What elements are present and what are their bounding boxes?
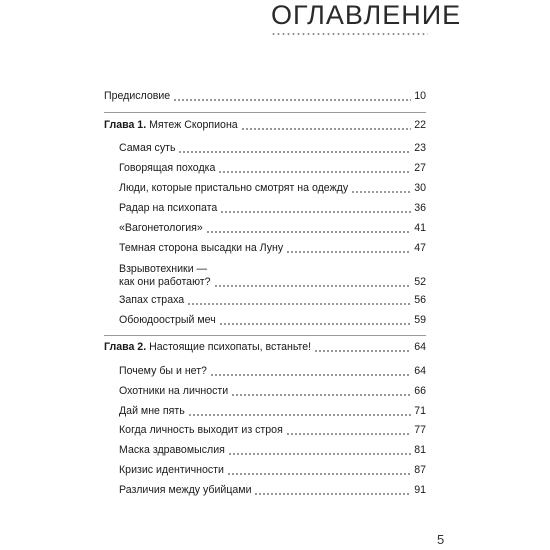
toc-entry-page: 36 [414,202,426,214]
dot-leader [187,303,411,305]
page-number: 5 [437,532,445,547]
toc-entry-page: 23 [414,142,426,154]
dot-leader [178,151,411,153]
toc-entry-label: Почему бы и нет? [119,365,207,377]
toc-entry-label-line-2: как они работают? [119,276,211,288]
dot-leader [188,414,411,416]
toc-entry-chapter-1[interactable] [104,119,426,132]
toc-entry[interactable] [119,314,426,327]
dot-leader [241,128,412,130]
toc-entry-page: 81 [414,444,426,456]
chapter-title: Мятеж Скорпиона [149,119,238,131]
toc-entry-page: 47 [414,242,426,254]
toc-entry[interactable] [119,484,426,497]
dot-leader [218,171,411,173]
toc-entry-page: 91 [414,484,426,496]
chapter-number: Глава 1. [104,119,147,131]
toc-entry-page: 71 [414,405,426,417]
toc-entry-label: Самая суть [119,142,176,154]
dot-leader [286,251,411,253]
toc-entry[interactable] [119,142,426,155]
dot-leader [351,191,411,193]
toc-entry-label: Темная сторона высадки на Луну [119,242,284,254]
toc-entry[interactable] [119,365,426,378]
toc-entry-label: Различия между убийцами [119,484,252,496]
toc-entry-page: 22 [414,119,426,131]
toc-entry-label: Говорящая походка [119,162,216,174]
toc-entry-page: 41 [414,222,426,234]
toc-entry-label: «Вагонетология» [119,222,203,234]
toc-entry[interactable] [119,405,426,418]
dot-leader [254,493,411,495]
toc-entry[interactable] [119,385,426,398]
toc-entry-page: 64 [414,365,426,377]
dot-leader [220,211,411,213]
chapter-number: Глава 2. [104,341,147,353]
dot-leader [227,473,411,475]
toc-entry[interactable] [119,424,426,437]
toc-entry-label: Кризис идентичности [119,464,224,476]
toc-entry-label [119,263,211,289]
dot-leader [219,323,411,325]
dot-leader [214,285,412,287]
toc-entry-page: 10 [414,90,426,102]
toc-entry-page: 30 [414,182,426,194]
toc-entry-label: Обоюдоострый меч [119,314,216,326]
toc-entry-label [104,341,311,354]
dot-leader [286,433,411,435]
toc-entry-label: Охотники на личности [119,385,229,397]
toc-entry-page: 64 [414,341,426,353]
toc-entry-page: 77 [414,424,426,436]
toc-entry-label: Когда личность выходит из строя [119,424,283,436]
toc-entry-label: Запах страха [119,294,185,306]
chapter-title: Настоящие психопаты, встаньте! [149,341,312,353]
title-dotted-rule [271,33,428,35]
toc-entry-page: 87 [414,464,426,476]
dot-leader [210,374,411,376]
toc-entry-label: Люди, которые пристально смотрят на одежду [119,182,349,194]
toc-entry-page: 27 [414,162,426,174]
toc-entry-chapter-2[interactable] [104,341,426,354]
toc-entry[interactable] [119,182,426,195]
dot-leader [314,350,411,352]
dot-leader [173,99,411,101]
dot-leader [231,394,411,396]
page-title: ОГЛАВЛЕНИЕ [271,0,462,30]
section-divider [104,112,426,113]
toc-entry-label-line-1: Взрывотехники — [119,263,208,275]
dot-leader [206,231,411,233]
toc-entry-preface[interactable] [104,90,426,103]
toc-entry-label: Дай мне пять [119,405,185,417]
toc-entry[interactable] [119,222,426,235]
toc-entry-page: 66 [414,385,426,397]
toc-entry-label [104,119,238,132]
toc-entry[interactable] [119,263,426,289]
toc-entry-page: 59 [414,314,426,326]
toc-entry-label: Маска здравомыслия [119,444,225,456]
toc-entry-label: Радар на психопата [119,202,218,214]
toc-entry[interactable] [119,202,426,215]
toc-entry[interactable] [119,162,426,175]
section-divider [104,335,426,336]
toc-entry-page: 56 [414,294,426,306]
toc-entry-label: Предисловие [104,90,171,102]
toc-entry-page: 52 [414,276,426,288]
toc-entry[interactable] [119,464,426,477]
toc-entry[interactable] [119,444,426,457]
dot-leader [228,453,411,455]
toc-entry[interactable] [119,294,426,307]
toc-entry[interactable] [119,242,426,255]
